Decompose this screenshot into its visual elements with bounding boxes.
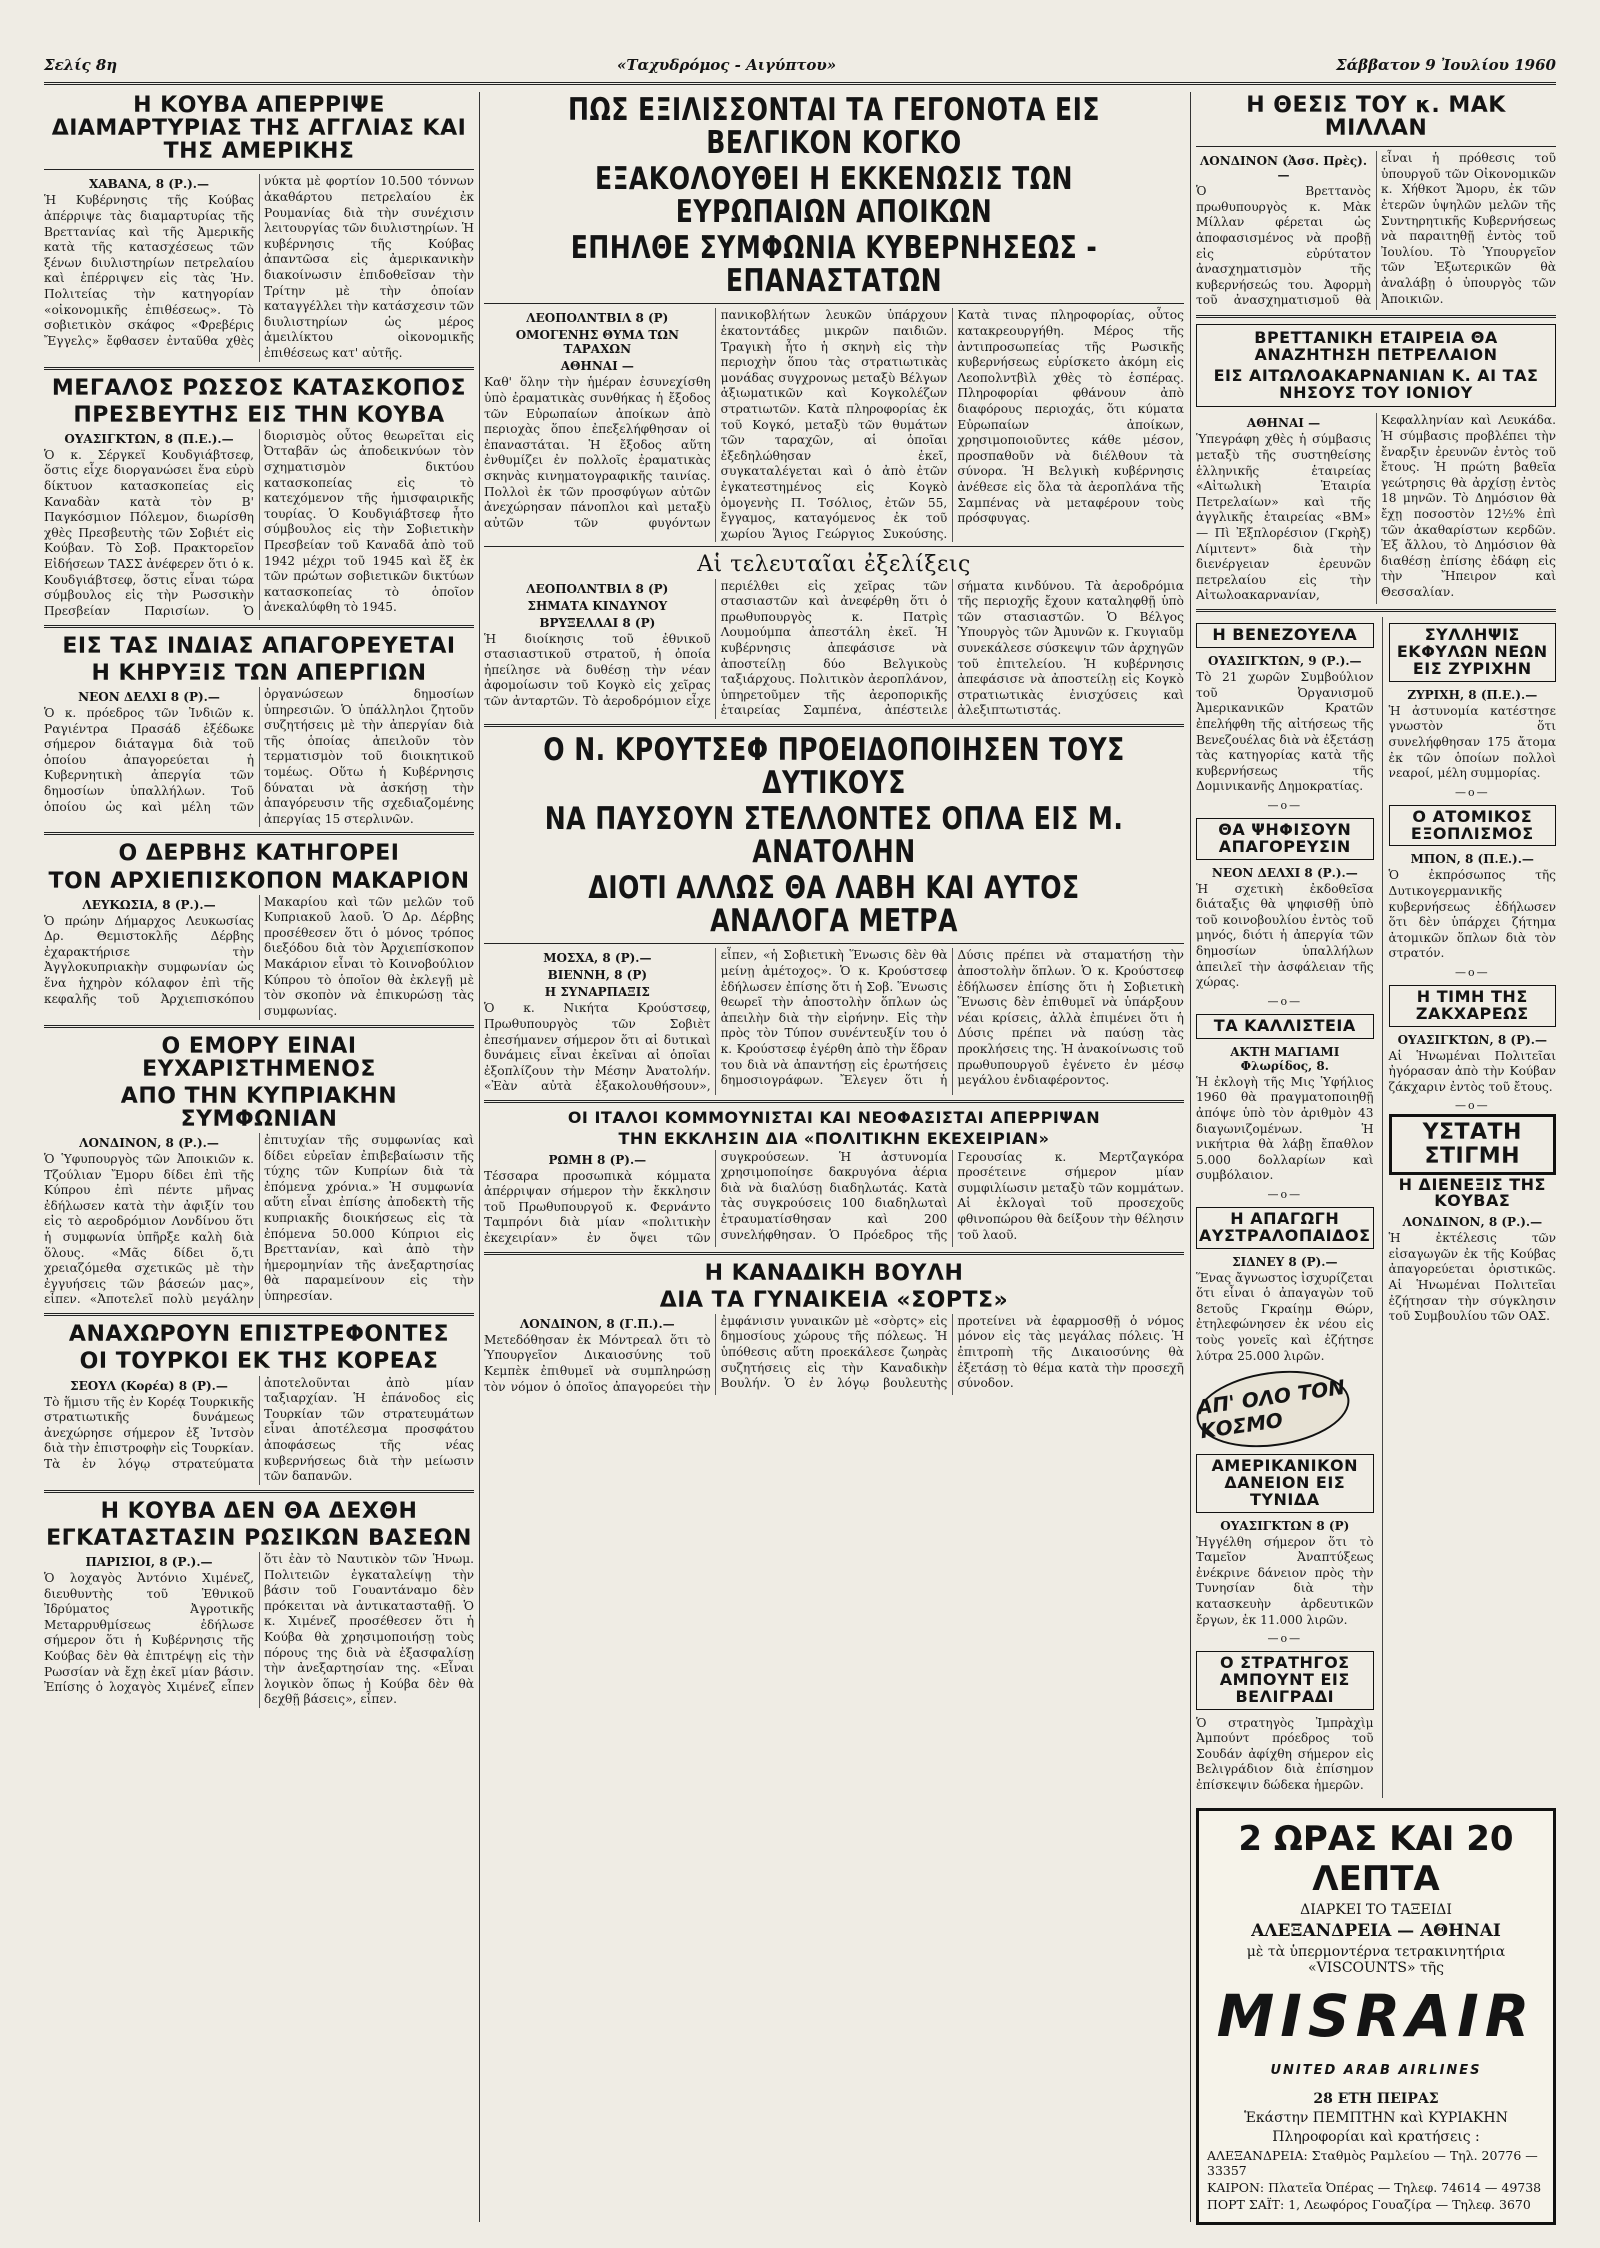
headline: ΤΗΝ ΕΚΚΛΗΣΙΝ ΔΙΑ «ΠΟΛΙΤΙΚΗΝ ΕΚΕΧΕΙΡΙΑΝ» [618, 1128, 1050, 1148]
brief-headline: Η ΑΠΑΓΩΓΗ ΑΥΣΤΡΑΛΟΠΑΙΔΟΣ [1196, 1207, 1374, 1249]
article-body: Ὁ λοχαγὸς Ἀντόνιο Χιμένεζ, διευθυντὴς τοῦ Ἐθνικοῦ Ἰδρύματος Ἀγροτικῆς Μεταρρυθμίσεως ἐδήλωσε σήμερον ὅτι ἡ Κυβέρνησις τῆς Κούβας δὲν θὰ ἐπιτρέψῃ εἰς τὴν Ρωσσίαν νὰ ἔχῃ ἐκεῖ μίαν βάσιν. Ἐπίσης ὁ λοχαγὸς Χιμένεζ εἶπεν ὅτι ἐὰν τὸ Ναυτικὸν τῶν Ἡνωμ. Πολιτειῶν ἐγκαταλείψῃ τὴν βάσιν τοῦ Γουαντάναμο δὲν πρόκειται νὰ ἀντικατασταθῇ. Ὁ κ. Χιμένεζ προσέθεσεν ὅτι ἡ Κούβα θὰ χρησιμοποιήσῃ τοὺς πόρους της διὰ νὰ ἐξασφαλίσῃ τὴν ἀνεξαρτησίαν της. «Εἶναι λογικὸν ὅπως ἡ Κούβα δὲν θὰ δεχθῇ βάσεις», εἶπεν. [44, 1551, 474, 1707]
headline: ΑΠΟ ΤΗΝ ΚΥΠΡΙΑΚΗΝ ΣΥΜΦΩΝΙΑΝ [120, 1083, 398, 1132]
dateline: ΑΚΤΗ ΜΑΓΙΑΜΙ Φλωρίδος, 8. [1230, 1044, 1340, 1073]
ad-text: Πληροφορίαι καὶ κρατήσεις : [1272, 2128, 1480, 2145]
headline: Η ΚΟΥΒΑ ΑΠΕΡΡΙΨΕ ΔΙΑΜΑΡΤΥΡΙΑΣ ΤΗΣ ΑΓΓΛΙΑΣ ΚΑΙ ΤΗΣ ΑΜΕΡΙΚΗΣ [51, 93, 467, 165]
brief-headline: ΑΜΕΡΙΚΑΝΙΚΟΝ ΔΑΝΕΙΟΝ ΕΙΣ ΤΥΝΙΔΑ [1196, 1454, 1374, 1512]
left-column [44, 92, 474, 1708]
headline: Ο ΔΕΡΒΗΣ ΚΑΤΗΓΟΡΕΙ [118, 841, 400, 867]
headline: ΜΕΓΑΛΟΣ ΡΩΣΣΟΣ ΚΑΤΑΣΚΟΠΟΣ [51, 375, 467, 401]
airline-tagline: UNITED ARAB AIRLINES [1270, 2062, 1482, 2078]
headline: ΕΓΚΑΤΑΣΤΑΣΙΝ ΡΩΣΙΚΩΝ ΒΑΣΕΩΝ [46, 1525, 472, 1551]
article-body: Ὁ πρώην Δήμαρχος Λευκωσίας Δρ. Θεμιστοκλῆς Δέρβης ἐχαρακτήρισε τὴν Ἀγγλοκυπριακὴν συμφωνίαν ὡς ἕνα ἡχηρὸν κόλαφον ἐπὶ τῆς κεφαλῆς τοῦ Ἀρχιεπισκόπου Μακαρίου καὶ τῶν μελῶν τοῦ Κυπριακοῦ λαοῦ. Ὁ Δρ. Δέρβης προσέθεσεν ὅτι ὁ μόνος τρόπος διεξόδου διὰ τὸν Ἀρχιεπίσκοπον Μακάριον εἶναι τὸ Κοινοβούλιον Κύπρου τὸ ὁποῖον θὰ ἐκλεγῇ μὲ τὸν σκοπὸν νὰ ἐπικυρώσῃ τὰς συμφωνίας. [44, 894, 474, 1018]
headline: ΕΙΣ ΤΑΣ ΙΝΔΙΑΣ ΑΠΑΓΟΡΕΥΕΤΑΙ [62, 633, 456, 659]
dateline: ΟΥΑΣΙΓΚΤΩΝ, 8 (Ρ).— [1397, 1032, 1547, 1047]
dateline: ΡΩΜΗ 8 (Ρ).— [548, 1152, 647, 1167]
news-brief [1196, 623, 1374, 795]
news-brief [1389, 805, 1556, 962]
dateline: ΣΙΔΝΕΥ 8 (Ρ).— [1232, 1254, 1338, 1269]
ad-text: Ἑκάστην ΠΕΜΠΤΗΝ καὶ ΚΥΡΙΑΚΗΝ [1244, 2109, 1508, 2126]
article-body: Ὁ Βρεττανὸς πρωθυπουργὸς κ. Μὰκ Μίλλαν φέρεται ὡς ἀποφασισμένος νὰ προβῇ εἰς εὐρύτατον ἀνασχηματισμὸν τῆς κυβερνήσεώς του. Ἀφορμὴ τοῦ ἀνασχηματισμοῦ θὰ εἶναι ἡ πρόθεσις τοῦ ὑπουργοῦ τῶν Οἰκονομικῶν κ. Χήθκοτ Ἄμορυ, ἐκ τῶν ἐτερῶν ὑψηλῶν μελῶν τῆς Συντηρητικῆς Κυβερνήσεως νὰ παραιτηθῇ ἐντὸς τοῦ Ἰουλίου. Τὸ Ὑπουργεῖον τῶν Ἐξωτερικῶν θὰ ἀναλάβῃ ὁ ὑπουργὸς τῶν Ἀποικιῶν. [1196, 151, 1556, 308]
article-body: Ἡ σχετικὴ ἐκδοθεῖσα διάταξις θὰ ψηφισθῇ ὑπὸ τοῦ κοινοβουλίου ἐντὸς τοῦ μηνός, διότι ἡ ἀπεργία τῶν δημοσίων ὑπαλλήλων ἀπειλεῖ τὴν ἀσφάλειαν τῆς χώρας. [1196, 881, 1374, 990]
article-body: Ὑπεγράφη χθὲς ἡ σύμβασις μεταξὺ τῆς συστηθείσης ἑλληνικῆς ἑταιρείας «Αἰτωλικὴ Ἑταιρία Πετρελαίων» καὶ τῆς ἀγγλικῆς ἑταιρείας «BM» — Πὶ Ἐξπλορέσιον (Γκρὴξ) Λίμιτεντ» διὰ τὴν διενέργειαν ἐρευνῶν πετρελαίου εἰς τὴν Αἰτωλοακαρνανίαν, Κεφαλληνίαν καὶ Λευκάδα. Ἡ σύμβασις προβλέπει τὴν ἔναρξιν ἐρευνῶν ἐντὸς τοῦ ἔτους. Ἡ πρώτη βαθεῖα γεώτρησις θὰ ἀρχίσῃ ἐντὸς 18 μηνῶν. Τὸ Δημόσιον θὰ ἔχῃ ποσοστὸν 12½% ἐπὶ τῶν ἀκαθαρίστων κερδῶν. Ἐξ ἄλλου, τὸ Δημόσιον θὰ διαθέσῃ ἐπίσης ἐδάφη εἰς τὴν Ἤπειρον καὶ Θεσσαλίαν. [1196, 413, 1556, 603]
dateline: ΛΟΝΔΙΝΟΝ, 8 (Ρ.).— [1402, 1215, 1543, 1230]
article-russian-spy [44, 375, 474, 620]
lead-headline: ΝΑ ΠΑΥΣΟΥΝ ΣΤΕΛΛΟΝΤΕΣ ΟΠΛΑ ΕΙΣ Μ. ΑΝΑΤΟΛΗΝ [544, 801, 1124, 870]
headline: ΑΝΑΧΩΡΟΥΝ ΕΠΙΣΤΡΕΦΟΝΤΕΣ [68, 1322, 450, 1348]
brief-headline: ΣΥΛΛΗΨΙΣ ΕΚΦΥΛΩΝ ΝΕΩΝ ΕΙΣ ΖΥΡΙΧΗΝ [1389, 623, 1556, 681]
ad-headline: 2 ΩΡΑΣ ΚΑΙ 20 ΛΕΠΤΑ [1238, 1818, 1514, 1899]
article-body: Ὁ κ. πρόεδρος τῶν Ἰνδιῶν κ. Ραγιέντρα Πρασάδ ἐξέδωκε σήμερον διάταγμα διὰ τοῦ ὁποίου ἀπαγορεύεται ἡ Κυβερνητικὴ ἀπεργία τῶν δημοσίων ὑπαλλήλων. Τοῦ ὁποίου ὡς καὶ μέλη τῶν ὀργανώσεων δημοσίων ὑπηρεσιῶν. Ὁ ὑπάλληλοι ζητοῦν συζητήσεις μὲ τὴν ἀπεργίαν διὰ τῆς ὁποίας ἀπειλοῦν τὸν τερματισμὸν τοῦ διοικητικοῦ τομέως. Οὕτω ἡ Κυβέρνησις δύναται νὰ ἀσκήσῃ τὴν ἀπαγόρευσιν τῆς σχεδιαζομένης ἀπεργίας 15 στερλινῶν. [44, 686, 474, 826]
article-congo [484, 92, 1184, 542]
dateline: ΠΑΡΙΣΙΟΙ, 8 (Ρ.).— [85, 1554, 213, 1569]
headline: Η ΘΕΣΙΣ ΤΟΥ κ. ΜΑΚ ΜΙΛΛΑΝ [1246, 93, 1506, 142]
brief-headline: Ο ΣΤΡΑΤΗΓΟΣ ΑΜΠΟΥΝΤ ΕΙΣ ΒΕΛΙΓΡΑΔΙ [1196, 1651, 1374, 1709]
brief-headline: ΤΑ ΚΑΛΛΙΣΤΕΙΑ [1196, 1014, 1374, 1039]
news-brief [1389, 985, 1556, 1095]
headline: Η ΚΑΝΑΔΙΚΗ ΒΟΥΛΗ [704, 1260, 964, 1286]
headline: Ο ΕΜΟΡΥ ΕΙΝΑΙ ΕΥΧΑΡΙΣΤΗΜΕΝΟΣ [142, 1033, 376, 1082]
stop-press-headline: ΥΣΤΑΤΗ ΣΤΙΓΜΗ [1389, 1114, 1556, 1174]
lead-headline: Ο Ν. ΚΡΟΥΤΣΕΦ ΠΡΟΕΙΔΟΠΟΙΗΣΕΝ ΤΟΥΣ ΔΥΤΙΚΟΥΣ [543, 732, 1125, 801]
article-body: Ἡ ἐκτέλεσις τῶν εἰσαγωγῶν ἐκ τῆς Κούβας ἀπαγορεύεται ὁριστικῶς. Αἱ Ἡνωμέναι Πολιτεῖαι ἐζήτησαν τὴν σύγκλησιν τοῦ Συμβουλίου τῶν ΟΑΣ. [1388, 1231, 1556, 1324]
lead-headline: ΠΩΣ ΕΞΙΛΙΣΣΟΝΤΑΙ ΤΑ ΓΕΓΟΝΟΤΑ ΕΙΣ ΒΕΛΓΙΚΟΝ ΚΟΓΚΟ [567, 92, 1100, 161]
center-column [484, 92, 1184, 1395]
issue-date: Σάββατον 9 Ἰουλίου 1960 [1335, 56, 1556, 74]
short-news-right: ΣΥΛΛΗΨΙΣ ΕΚΦΥΛΩΝ ΝΕΩΝ ΕΙΣ ΖΥΡΙΧΗΝ ΖΥΡΙΧΗ, 8 (Π.Ε.).— Ἡ ἀστυνομία κατέστησε γνωστὸν ὅτι συνελήφθησαν 175 ἄτομα ἐκ τῶν ὁποίων πολλοὶ νεαροί, μέλη συμμορίας. —o— Ο ΑΤΟΜΙΚΟΣ ΕΞΟΠΛΙΣΜΟΣ ΜΠΟΝ, 8 (Π.Ε.).— Ὁ ἐκπρόσωπος τῆς Δυτικογερμανικῆς κυβερνήσεως ἐδήλωσεν ὅτι δὲν ὑπάρχει ζήτημα ἀτομικῶν ὅπλων διὰ τὸν στρατόν. —o— Η ΤΙΜΗ ΤΗΣ ΖΑΚΧΑΡΕΩΣ ΟΥΑΣΙΓΚΤΩΝ, 8 (Ρ).— Αἱ Ἡνωμέναι Πολιτεῖαι ἠγόρασαν ἀπὸ τὴν Κούβαν ζάκχαριν ἐντὸς τοῦ ἔτους. —o— ΥΣΤΑΤΗ ΣΤΙΓΜΗ Η ΔΙΕΝΕΞΙΣ ΤΗΣ ΚΟΥΒΑΣ ΛΟΝΔΙΝΟΝ, 8 (Ρ.).— Ἡ ἐκτέλεσις τῶν εἰσαγωγῶν ἐκ τῆς Κούβας ἀπαγορεύεται ὁριστικῶς. Αἱ Ἡνωμέναι Πολιτεῖαι ἐζήτησαν τὴν σύγκλησιν τοῦ Συμβουλίου τῶν ΟΑΣ. [1382, 617, 1556, 1797]
dateline: ΝΕΟΝ ΔΕΛΧΙ 8 (Ρ.).— [1211, 865, 1358, 880]
brief-headline: Ο ΑΤΟΜΙΚΟΣ ΕΞΟΠΛΙΣΜΟΣ [1389, 805, 1556, 847]
dateline: ΜΟΣΧΑ, 8 (Ρ).— [543, 951, 652, 966]
dateline: ΟΥΑΣΙΓΚΤΩΝ 8 (Ρ) [1220, 1518, 1350, 1533]
section-logo: ΑΠ' ΟΛΟ ΤΟΝ ΚΟΣΜΟ [1192, 1362, 1355, 1457]
short-news-area [1196, 617, 1556, 1797]
article-body: Ὁ κ. Νικήτα Κρούστσεφ, Πρωθυπουργὸς τῶν Σοβιὲτ ἐπεσήμανεν σήμερον ὅτι αἱ δυτικαὶ δυνάμεις εἶναι ἐκεῖναι αἱ ὁποῖαι ἐξοπλίζουν τὴν Μέσην Ἀνατολήν. «Ἐὰν αὐτὰ ἐξακολουθήσουν», εἶπεν, «ἡ Σοβιετικὴ Ἕνωσις δὲν θὰ μείνῃ ἀμέτοχος». Ὁ κ. Κρούστσεφ ἐδήλωσεν ἐπίσης ὅτι ἡ Σοβ. Ἕνωσις θεωρεῖ τὴν ἀποστολὴν ὅπλων ὡς ἀπειλὴν διὰ τὴν εἰρήνην. Εἰς τὴν πρὸς τὸν Τύπον συνέντευξίν του ὁ κ. Κρούστσεφ ἐγέρθη ἀπὸ τὴν ἕδραν του διὰ νὰ ἀπαντήσῃ εἰς ἐρωτήσεις δημοσιογράφων. Ἔλεγεν ὅτι ἡ Δύσις πρέπει νὰ σταματήσῃ τὴν ἀποστολὴν ὅπλων. Ὁ κ. Κρούστσεφ ἐδήλωσεν ἐπίσης ὅτι ἡ Σοβιετικὴ Ἕνωσις δὲν ἐπιθυμεῖ νὰ ὑπάρξουν νέαι κρίσεις, ἀλλὰ ἐπιμένει ὅτι ἡ Δύσις πρέπει νὰ παύσῃ τὰς προκλήσεις της. Ἡ ἀνακοίνωσις τοῦ πρωθυπουργοῦ ἐγένετο ἐν μέσῳ μεγάλου ἐνδιαφέροντος. [484, 948, 1184, 1094]
article-body: Ὁ ἐκπρόσωπος τῆς Δυτικογερμανικῆς κυβερνήσεως ἐδήλωσεν ὅτι δὲν ὑπάρχει ζήτημα ἀτομικῶν ὅπλων διὰ τὸν στρατόν. [1388, 868, 1556, 961]
page-number: Σελίς 8η [44, 56, 118, 74]
article-oil [1196, 324, 1556, 604]
article-body: Ἡ διοίκησις τοῦ ἐθνικοῦ στασιαστικοῦ στρατοῦ, ἡ ὁποία ἠπείλησε νὰ δυθέσῃ τὴν νέαν ἀφομοίωσιν τοῦ Κογκὸ εἰς χεῖρας τῶν ἀνταρτῶν. Τὸ ἀεροδρόμιον εἶχε περιέλθει εἰς χεῖρας τῶν στασιαστῶν καὶ ἀνεφέρθη ὅτι ὁ πρωθυπουργὸς κ. Πατρὶς Λουμούμπα ἀπεστάλη ἐκεῖ. Ἡ κυβέρνησις ἀπεφάσισε νὰ ἀποστείλῃ δύο Βελγικοὺς ταξιάρχους. Πολιτικὸν ἀεροπλάνον, ὑπηρετοῦμεν τῆς ἀεροπορικῆς ἑταιρείας Σαμπένα, ἀπέστειλε σήματα κινδύνου. Τὰ ἀεροδρόμια τῆς περιοχῆς ἔχουν καταληφθῇ ὑπὸ τῶν στασιαστῶν. Ὁ Βέλγος Ὑπουργὸς τῶν Ἀμυνῶν κ. Γκυγιαῦμ συνεκάλεσε σύσκεψιν τῶν ἀρχηγῶν τοῦ ἐπιτελείου. Ἡ κυβέρνησις ἀπεφάσισε νὰ ἀποστείλῃ εἰς Κογκὸ στρατιωτικὰς ἐνισχύσεις καὶ ἀλεξιπτωτιστάς. [484, 578, 1184, 718]
news-brief [1196, 1014, 1374, 1184]
dateline: ΒΙΕΝΝΗ, 8 (Ρ) [547, 968, 648, 983]
ad-text: ΔΙΑΡΚΕΙ ΤΟ ΤΑΞΕΙΔΙ [1300, 1901, 1452, 1918]
article-india-strikes [44, 633, 474, 828]
article-body: Ἡ ἀστυνομία κατέστησε γνωστὸν ὅτι συνελήφθησαν 175 ἄτομα ἐκ τῶν ὁποίων πολλοὶ νεαροί, μέλη συμμορίας. [1388, 703, 1556, 781]
dateline: ΟΥΑΣΙΓΚΤΩΝ, 8 (Π.Ε.).— [64, 431, 234, 446]
article-body: Τὸ 21 χωρῶν Συμβούλιον τοῦ Ὀργανισμοῦ Ἀμερικανικῶν Κρατῶν ἐπελήφθη τῆς αἰτήσεως τῆς Βενεζουέλας διὰ νὰ ἐξετάσῃ τὰς κατηγορίας κατὰ τῆς κυβερνήσεως τῆς Δομινικανῆς Δημοκρατίας. [1196, 670, 1374, 794]
stop-press-subhead: Η ΔΙΕΝΕΞΙΣ ΤΗΣ ΚΟΥΒΑΣ [1398, 1174, 1546, 1211]
ad-contact: ΚΑΙΡΟΝ: Πλατεῖα Ὀπέρας — Τηλεφ. 74614 — 49738 [1207, 2179, 1542, 2195]
news-brief [1196, 1651, 1374, 1793]
lead-headline: ΕΞΑΚΟΛΟΥΘΕΙ Η ΕΚΚΕΝΩΣΙΣ ΤΩΝ ΕΥΡΩΠΑΙΩΝ ΑΠΟΙΚΩΝ [595, 161, 1073, 230]
news-brief [1196, 818, 1374, 991]
news-brief [1196, 1207, 1374, 1364]
newspaper-page [44, 48, 1556, 2228]
article-body: Ἡ Κυβέρνησις τῆς Κούβας ἀπέρριψε τὰς διαμαρτυρίας τῆς Βρεττανίας καὶ τῆς Ἀμερικῆς κατὰ τῆς κατασχέσεως τῶν ξένων διυλιστηρίων πετρελαίου καὶ ἐπέρριψεν εἰς τὰς Ἡν. Πολιτείας τὴν κατηγορίαν «οἰκονομικῆς ἐπιθέσεως». Τὸ σοβιετικὸν σκάφος «Φρεβέρις Ἔγγελς» ἔφθασεν ἐνταῦθα χθὲς νύκτα μὲ φορτίον 10.500 τόννων ἀκαθάρτου πετρελαίου ἐκ Ρουμανίας διὰ τὴν συνέχισιν λειτουργίας τῶν διυλιστηρίων. Ἡ κυβέρνησις τῆς Κούβας ἀπαντῶσα εἰς ἀμερικανικὴν διακοίνωσιν ἐπιδοθεῖσαν τὴν Τρίτην μὲ τὴν ὁποίαν καταγγέλλει τὴν κατάσχεσιν τῶν διυλιστηρίων ὡς μέρος ἀμειλίκτου οἰκονομικῆς ἐπιθέσεως κατ' αὐτῆς. [44, 174, 474, 360]
article-body: Αἱ Ἡνωμέναι Πολιτεῖαι ἠγόρασαν ἀπὸ τὴν Κούβαν ζάκχαριν ἐντὸς τοῦ ἔτους. [1388, 1048, 1556, 1094]
dateline: ΧΑΒΑΝΑ, 8 (Ρ.).— [89, 177, 209, 192]
article-macmillan [1196, 92, 1556, 310]
brief-headline: Η ΒΕΝΕΖΟΥΕΛΑ [1196, 623, 1374, 648]
misrair-advertisement [1196, 1808, 1556, 2225]
ad-contact: ΠΟΡΤ ΣΑΪΤ: 1, Λεωφόρος Γουαζίρα — Τηλεφ. 3670 [1207, 2196, 1531, 2212]
right-column [1196, 92, 1556, 2225]
section-headline: Αἱ τελευταῖαι ἐξελίξεις [697, 552, 971, 578]
subhead: ΟΜΟΓΕΝΗΣ ΘΥΜΑ ΤΩΝ ΤΑΡΑΧΩΝ [515, 328, 679, 357]
headline: ΔΙΑ ΤΑ ΓΥΝΑΙΚΕΙΑ «ΣΟΡΤΣ» [659, 1287, 1009, 1313]
article-body: Ἡ ἐκλογὴ τῆς Μις Ὑφήλιος 1960 θὰ πραγματοποιηθῇ ἀπόψε ὑπὸ τὸν ἀριθμὸν 43 διαγωνιζομένων. Ἡ νικήτρια θὰ λάβῃ ἔπαθλον 5.000 δολλαρίων καὶ συμβόλαιον. [1196, 1074, 1374, 1183]
article-italy [484, 1108, 1184, 1247]
headline: ΠΡΕΣΒΕΥΤΗΣ ΕΙΣ ΤΗΝ ΚΟΥΒΑ [73, 402, 445, 428]
article-body: Μετεδόθησαν ἐκ Μόντρεαλ ὅτι τὸ Ὑπουργεῖον Δικαιοσύνης τοῦ Κεμπὲκ ἐπιθυμεῖ νὰ συμπληρώσῃ τὸν νόμον ὁ ὁποῖος ἀπαγορεύει τὴν ἐμφάνισιν γυναικῶν μὲ «σὸρτς» εἰς δημοσίους χώρους τῆς πόλεως. Ἡ ὑπόθεσις αὕτη προεκάλεσε ζωηρὰς συζητήσεις εἰς τὴν Καναδικὴν Βουλήν. Ὁ ἐν λόγῳ βουλευτὴς προτείνει νὰ ἐφαρμοσθῇ ὁ νόμος μόνον εἰς τὰς μεγάλας πόλεις. Ἡ ἐπιτροπὴ τῆς Δικαιοσύνης θὰ ἐξετάσῃ τὸ θέμα κατὰ τὴν προσεχῆ σύνοδον. [484, 1313, 1184, 1394]
article-latest [484, 551, 1184, 719]
headline: ΕΙΣ ΑΙΤΩΛΟΑΚΑΡΝΑΝΙΑΝ Κ. ΑΙ ΤΑΣ ΝΗΣΟΥΣ ΤΟΥ ΙΟΝΙΟΥ [1213, 365, 1539, 402]
dateline: ΜΠΟΝ, 8 (Π.Ε.).— [1410, 852, 1534, 867]
ad-text: μὲ τὰ ὑπερμοντέρνα τετρακινητήρια «VISCOUNTS» τῆς [1246, 1943, 1506, 1976]
article-body: Καθ' ὅλην τὴν ἡμέραν ἐσυνεχίσθη ὑπὸ ἐραματικὰς συνθήκας ἡ ἔξοδος τῶν Εὐρωπαίων ἀποίκων ἀπὸ περιοχὰς ὅπου ἐπεξελήφθησαν οἱ ἐπαναστάται. Ἡ ἔξοδος αὕτη ἐνθυμίζει ἐν πολλοῖς ἐραματικὰς σκηνὰς κινηματογραφικῆς ταινίας. Πολλοὶ ἐκ τῶν προσφύγων αὐτῶν ἀνεχώρησαν πάνοπλοι καὶ μεταξὺ αὐτῶν τῶν φυγόντων πανικοβλήτων λευκῶν ὑπάρχουν ἑκατοντάδες μικρῶν παιδιῶν. Τραγικὴ ἦτο ἡ σκηνὴ εἰς τὴν περιοχὴν ὅπου τὰς στρατιωτικὰς μονάδας συγχρονως μεταξὺ Βέλγων ἀξιωματικῶν καὶ Κογκολέζων στρατιωτῶν. Κατὰ πληροφορίας ἐκ τοῦ Κογκό, μεταξὺ τῶν θυμάτων τῶν ταραχῶν, αἱ ὁποῖαι ἐξεδηλώθησαν ἐκεῖ, συγκαταλέγεται καὶ ὁ ἀπὸ ἐτῶν ἐγκατεστημένος εἰς Κογκὸ ὁμογενὴς Π. Τσόλιος, ἐτῶν 55, ἔγγαμος, καταγόμενος ἐκ τοῦ χωρίου Ἅγιος Γεώργιος Συκούσης. Κατὰ τινας πληροφορίας, οὗτος κατακρεουργήθη. Μέρος τῆς ἀντιπροσωπείας τῆς Ρωσικῆς κυβερνήσεως εὑρίσκετο ἀκόμη εἰς Λεοπολντβὶλ χθὲς τὸ ἑσπέρας. Πληροφορίαι φθάνουν ἀπὸ διαφόρους περιοχάς, ὅτι κύματα Εὐρωπαίων ἀποίκων, χρησιμοποιοῦντες κάθε μέσον, προσπαθοῦν νὰ διέλθουν τὰ σύνορα. Ἡ Βελγικὴ κυβέρνησις ἀνέθεσε εἰς ὅλα τὰ ἀεροπλάνα τῆς Σαμπένας νὰ μεταφέρουν τοὺς πρόσφυγας. [484, 308, 1184, 541]
headline: Η ΚΗΡΥΞΙΣ ΤΩΝ ΑΠΕΡΓΙΩΝ [91, 660, 427, 686]
news-brief [1196, 1454, 1374, 1628]
lead-headline: ΔΙΟΤΙ ΑΛΛΩΣ ΘΑ ΛΑΒΗ ΚΑΙ ΑΥΤΟΣ ΑΝΑΛΟΓΑ ΜΕΤΡΑ [588, 870, 1080, 939]
dateline: ΛΟΝΔΙΝΟΝ, 8 (Ρ.).— [79, 1135, 219, 1150]
headline: ΟΙ ΤΟΥΡΚΟΙ ΕΚ ΤΗΣ ΚΟΡΕΑΣ [79, 1349, 439, 1375]
subhead: ΣΗΜΑΤΑ ΚΙΝΔΥΝΟΥ [527, 598, 668, 613]
article-body: Ὁ στρατηγὸς Ἰμπρὰχὶμ Ἀμπούντ πρόεδρος τοῦ Σουδάν ἀφίχθη σήμερον εἰς Βελιγράδιον διὰ ἐπίσημον ἐπίσκεψιν δώδεκα ἡμερῶν. [1196, 1715, 1374, 1793]
article-body: Ἕνας ἄγνωστος ἰσχυρίζεται ὅτι εἶναι ὁ ἀπαγαγὼν τοῦ 8ετοῦς Γκραίημ Θώρν, ἐτηλεφώνησεν ἐκ νέου εἰς τοὺς γονεῖς καὶ ἐζήτησε λύτρα 25.000 λιρῶν. [1196, 1270, 1374, 1363]
ad-text: 28 ΕΤΗ ΠΕΙΡΑΣ [1313, 2090, 1439, 2107]
dateline: ΛΕΟΠΟΛΝΤΒΙΛ 8 (Ρ) [526, 311, 669, 326]
stop-press [1389, 1114, 1556, 1324]
brief-headline: Η ΤΙΜΗ ΤΗΣ ΖΑΚΧΑΡΕΩΣ [1389, 985, 1556, 1027]
dateline: ΣΕΟΥΛ (Κορέα) 8 (Ρ).— [70, 1378, 228, 1393]
newspaper-name: «Ταχυδρόμος - Αιγύπτου» [616, 56, 837, 74]
column-rule [479, 92, 480, 2222]
headline: ΒΡΕΤΤΑΝΙΚΗ ΕΤΑΙΡΕΙΑ ΘΑ ΑΝΑΖΗΤΗΣΗ ΠΕΤΡΕΛΑΙΟΝ [1254, 328, 1498, 364]
dateline: ΛΕΟΠΟΛΝΤΒΙΛ 8 (Ρ) [526, 581, 669, 596]
masthead [44, 48, 1556, 85]
article-body: Ὁ κ. Σέργκεϊ Κουδγιάβτσεφ, ὅστις εἶχε διοργανώσει ἕνα εὐρὺ δίκτυον κατασκοπείας εἰς Καναδὰν κατὰ τὸν Β' Παγκόσμιον Πόλεμον, διωρίσθη χθὲς Πρεσβευτὴς τῶν Σοβιέτ εἰς Κούβαν. Τὸ Σοβ. Πρακτορεῖον Εἰδήσεων ΤΑΣΣ ἀνέφερεν ὅτι ὁ κ. Κουδγιάβτσεφ, ὅστις εἶναι τώρα σύμβουλος εἰς τὴν Ρωσσικὴν Πρεσβείαν Παρισίων. Ὁ διορισμὸς οὗτος θεωρεῖται εἰς Ὀτταβᾶν ὡς ἀποδεικνύων τὸν σχηματισμὸν δικτύου κατασκοπείας εἰς τὸ κατεχόμενον τῆς ἡμισφαιρικῆς τουρίας. Ὁ Κουδγιάβτσεφ ἦτο σύμβουλος εἰς τὴν Σοβιετικὴν Πρεσβείαν τοῦ Καναδᾶ ἀπὸ τοῦ 1942 μέχρι τοῦ 1945 καὶ ἔξ ἐκ τῶν πρώτων σοβιετικῶν δικτύων κατασκοπείας τὸ ὁποῖον ἀνεκαλύφθη τὸ 1945. [44, 428, 474, 618]
dateline: ΛΕΥΚΩΣΙΑ, 8 (Ρ.).— [82, 897, 216, 912]
news-brief [1389, 623, 1556, 781]
article-cuba-protests [44, 92, 474, 362]
article-amery [44, 1033, 474, 1309]
article-khrushchev [484, 732, 1184, 1095]
dateline: ΛΟΝΔΙΝΟΝ (Ἀσσ. Πρὲς).— [1199, 154, 1368, 183]
article-body: Τέσσαρα προσωπικὰ κόμματα ἀπέρριψαν σήμερον τὴν ἔκκλησιν τοῦ Πρωθυπουργοῦ κ. Φερνάντο Ταμπρόνι διὰ μίαν «πολιτικὴν ἐκεχειρίαν» ἐν ὄψει τῶν συγκρούσεων. Ἡ ἀστυνομία χρησιμοποίησε δακρυγόνα ἀέρια διὰ νὰ διαλύσῃ διαδηλωτάς. Κατὰ τὰς συγκρούσεις 100 διαδηλωταὶ ἐτραυματίσθησαν καὶ 200 συνελήφθησαν. Ὁ Πρόεδρος τῆς Γερουσίας κ. Μερτζαγκόρα προσέτεινε σήμερον μίαν συμφιλίωσιν μεταξὺ τῶν κομμάτων. Αἱ ἐκλογαὶ τοῦ προσεχοῦς φθινοπώρου θὰ δείξουν τὴν θέλησιν τοῦ λαοῦ. [484, 1149, 1184, 1245]
article-canada [484, 1260, 1184, 1396]
short-news-left: Η ΒΕΝΕΖΟΥΕΛΑ ΟΥΑΣΙΓΚΤΩΝ, 9 (Ρ.).— Τὸ 21 χωρῶν Συμβούλιον τοῦ Ὀργανισμοῦ Ἀμερικανικῶν Κρατῶν ἐπελήφθη τῆς αἰτήσεως τῆς Βενεζουέλας διὰ νὰ ἐξετάσῃ τὰς κατηγορίας κατὰ τῆς κυβερνήσεως τῆς Δομινικανῆς Δημοκρατίας. —o— ΘΑ ΨΗΦΙΣΟΥΝ ΑΠΑΓΟΡΕΥΣΙΝ ΝΕΟΝ ΔΕΛΧΙ 8 (Ρ.).— Ἡ σχετικὴ ἐκδοθεῖσα διάταξις θὰ ψηφισθῇ ὑπὸ τοῦ κοινοβουλίου ἐντὸς τοῦ μηνός, διότι ἡ ἀπεργία τῶν δημοσίων ὑπαλλήλων ἀπειλεῖ τὴν ἀσφάλειαν τῆς χώρας. —o— ΤΑ ΚΑΛΛΙΣΤΕΙΑ ΑΚΤΗ ΜΑΓΙΑΜΙ Φλωρίδος, 8. Ἡ ἐκλογὴ τῆς Μις Ὑφήλιος 1960 θὰ πραγματοποιηθῇ ἀπόψε ὑπὸ τὸν ἀριθμὸν 43 διαγωνιζομένων. Ἡ νικήτρια θὰ λάβῃ ἔπαθλον 5.000 δολλαρίων καὶ συμβόλαιον. —o— Η ΑΠΑΓΩΓΗ ΑΥΣΤΡΑΛΟΠΑΙΔΟΣ ΣΙΔΝΕΥ 8 (Ρ).— Ἕνας ἄγνωστος ἰσχυρίζεται ὅτι εἶναι ὁ ἀπαγαγὼν τοῦ 8ετοῦς Γκραίημ Θώρν, ἐτηλεφώνησεν ἐκ νέου εἰς τοὺς γονεῖς καὶ ἐζήτησε λύτρα 25.000 λιρῶν. ΑΠ' ΟΛΟ ΤΟΝ ΚΟΣΜΟ ΑΜΕΡΙΚΑΝΙΚΟΝ ΔΑΝΕΙΟΝ ΕΙΣ ΤΥΝΙΔΑ ΟΥΑΣΙΓΚΤΩΝ 8 (Ρ) Ἠγγέλθη σήμερον ὅτι τὸ Ταμεῖον Ἀναπτύξεως ἐνέκρινε δάνειον πρὸς τὴν Τυνησίαν διὰ τὴν κατασκευὴν ἀρδευτικῶν ἔργων, ἐκ 11.000 λιρῶν. —o— Ο ΣΤΡΑΤΗΓΟΣ ΑΜΠΟΥΝΤ ΕΙΣ ΒΕΛΙΓΡΑΔΙ Ὁ στρατηγὸς Ἰμπρὰχὶμ Ἀμπούντ πρόεδρος τοῦ Σουδάν ἀφίχθη σήμερον εἰς Βελιγράδιον διὰ ἐπίσημον ἐπίσκεψιν δώδεκα ἡμερῶν. [1196, 617, 1374, 1797]
airline-logo: MISRAIR [1216, 1981, 1536, 2050]
article-body: Ὁ Ὑφυπουργὸς τῶν Ἀποικιῶν κ. Τζούλιαν Ἔμορυ δίδει ἐπὶ τῆς Κύπρου ἐπὶ πέντε μῆνας ἐδήλωσεν κατὰ τὴν ἀφιξίν του εἰς τὸ αεροδρόμιον Λονδίνου ὅτι ἡ συμφωνία ὑπῆρξε καλὴ διὰ ὅλους. «Μᾶς δίδει ὅ,τι χρειαζόμεθα σχετικῶς μὲ τὴν ἐγγυήσεις τῶν βάσεών μας», εἶπεν. «Ἀποτελεῖ πολὺ μεγάλην ἐπιτυχίαν τῆς συμφωνίας καὶ δίδει εὐρεῖαν ἐπιβεβαίωσιν τῆς τύχης τῶν Κυπρίων διὰ τὰ ἐπόμενα χρόνια.» Ἡ συμφωνία αὕτη εἶναι ἐπίσης ἀποδεκτὴ τῆς κυπριακῆς διοικήσεως εἰς τὰ ἐπόμενα 50.000 Κύπριοι εἰς Βρεττανίαν, καὶ ἀπὸ τὴν ἡμερομηνίαν τῆς ἀνεξαρτησίας θὰ παραμείνουν εἰς τὴν ὑπηρεσίαν. [44, 1132, 474, 1307]
article-cuba-bases [44, 1498, 474, 1708]
ad-route: ΑΛΕΞΑΝΔΡΕΙΑ — ΑΘΗΝΑΙ [1251, 1920, 1501, 1941]
ad-contact: ΑΛΕΞΑΝΔΡΕΙΑ: Σταθμὸς Ραμλείου — Τηλ. 20776 — 33357 [1207, 2147, 1538, 2178]
dateline: ΑΘΗΝΑΙ — [1246, 416, 1321, 431]
dateline: ΖΥΡΙΧΗ, 8 (Π.Ε.).— [1407, 687, 1538, 702]
dateline: ΛΟΝΔΙΝΟΝ, 8 (Γ.Π.).— [519, 1316, 675, 1331]
headline: Η ΚΟΥΒΑ ΔΕΝ ΘΑ ΔΕΧΘΗ [100, 1498, 418, 1524]
article-dervis [44, 840, 474, 1019]
brief-headline: ΘΑ ΨΗΦΙΣΟΥΝ ΑΠΑΓΟΡΕΥΣΙΝ [1196, 818, 1374, 860]
dateline: ΒΡΥΞΕΛΛΑΙ 8 (Ρ) [539, 615, 656, 630]
article-turks-korea [44, 1321, 474, 1484]
dateline: ΑΘΗΝΑΙ — [560, 359, 634, 374]
lead-headline: ΕΠΗΛΘΕ ΣΥΜΦΩΝΙΑ ΚΥΒΕΡΝΗΣΕΩΣ - ΕΠΑΝΑΣΤΑΤΩΝ [570, 230, 1098, 299]
dateline: ΝΕΟΝ ΔΕΛΧΙ 8 (Ρ).— [78, 689, 220, 704]
headline: ΤΟΝ ΑΡΧΙΕΠΙΣΚΟΠΟΝ ΜΑΚΑΡΙΟΝ [48, 868, 470, 894]
dateline: ΟΥΑΣΙΓΚΤΩΝ, 9 (Ρ.).— [1207, 654, 1362, 669]
article-body: Ἠγγέλθη σήμερον ὅτι τὸ Ταμεῖον Ἀναπτύξεως ἐνέκρινε δάνειον πρὸς τὴν Τυνησίαν διὰ τὴν κατασκευὴν ἀρδευτικῶν ἔργων, ἐκ 11.000 λιρῶν. [1196, 1534, 1374, 1627]
subhead: Η ΣΥΝΑΡΠΑΞΙΣ [544, 985, 650, 1000]
headline: ΟΙ ΙΤΑΛΟΙ ΚΟΜΜΟΥΝΙΣΤΑΙ ΚΑΙ ΝΕΟΦΑΣΙΣΤΑΙ ΑΠΕΡΡΙΨΑΝ [567, 1107, 1101, 1127]
article-body: Τὸ ἥμισυ τῆς ἐν Κορέᾳ Τουρκικῆς στρατιωτικῆς δυνάμεως ἀνεχώρησε σήμερον ἐξ Ἰντσὸν διὰ τὴν ἐπιστροφὴν εἰς Τουρκίαν. Τὰ ἐν λόγῳ στρατεύματα ἀποτελοῦνται ἀπὸ μίαν ταξιαρχίαν. Ἡ ἐπάνοδος εἰς Τουρκίαν τῶν στρατευμάτων εἶναι ἀποτέλεσμα προσφάτου ἀποφάσεως τῆς νέας κυβερνήσεως διὰ τὴν μείωσιν τῶν δαπανῶν. [44, 1375, 474, 1484]
column-rule [1190, 92, 1191, 2222]
